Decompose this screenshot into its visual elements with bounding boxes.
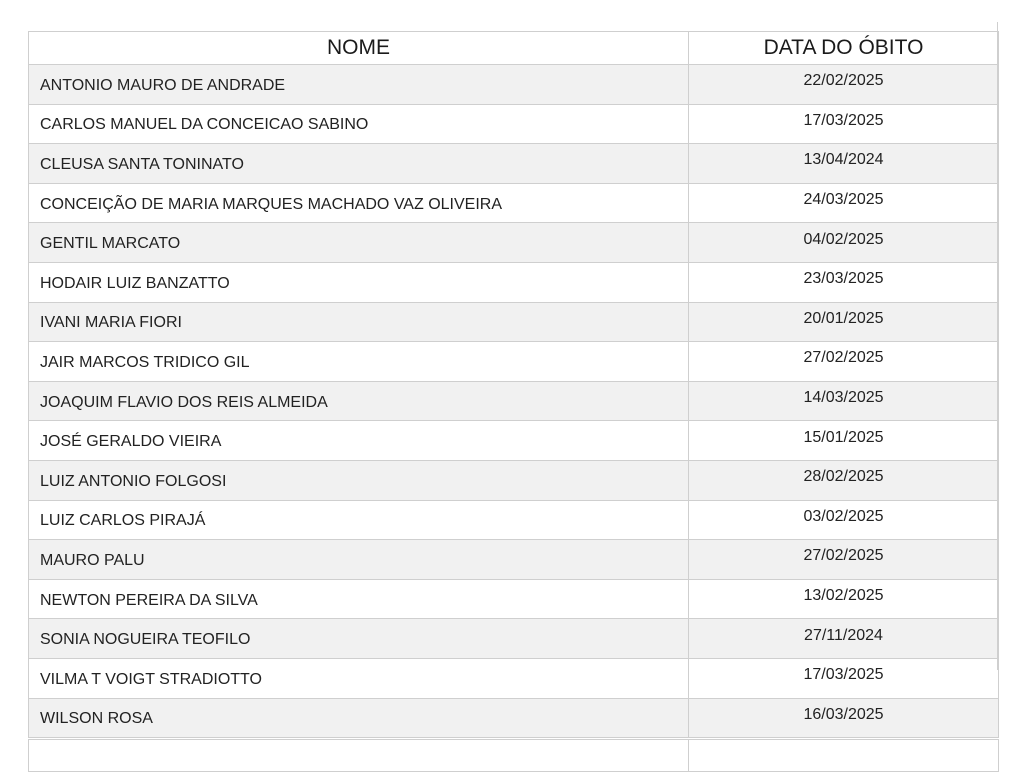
cell-date: 24/03/2025 [689,183,999,223]
cell-date: 27/11/2024 [689,619,999,659]
cell-name: LUIZ ANTONIO FOLGOSI [29,460,689,500]
table-row [29,223,999,263]
cell-name: HODAIR LUIZ BANZATTO [29,262,689,302]
table-row [29,421,999,461]
cell-date: 23/03/2025 [689,262,999,302]
table-row [29,540,999,580]
cell-name: VILMA T VOIGT STRADIOTTO [29,658,689,698]
cell-date: 27/02/2025 [689,540,999,580]
table-row [29,104,999,144]
sheet-right-border [997,22,998,670]
cell-name: CLEUSA SANTA TONINATO [29,144,689,184]
cell-date: 17/03/2025 [689,658,999,698]
cell-name: JOAQUIM FLAVIO DOS REIS ALMEIDA [29,381,689,421]
table-row [29,183,999,223]
cell-name: JOSÉ GERALDO VIEIRA [29,421,689,461]
cell-name: JAIR MARCOS TRIDICO GIL [29,342,689,382]
cell-name: IVANI MARIA FIORI [29,302,689,342]
cell-name: SONIA NOGUEIRA TEOFILO [29,619,689,659]
cell-date: 13/02/2025 [689,579,999,619]
cell-date: 04/02/2025 [689,223,999,263]
cell-name: MAURO PALU [29,540,689,580]
cell-date: 14/03/2025 [689,381,999,421]
table-row [29,65,999,105]
header-date: DATA DO ÓBITO [689,32,999,65]
cell-date: 03/02/2025 [689,500,999,540]
table-row [29,698,999,739]
cell-name: GENTIL MARCATO [29,223,689,263]
table-row [29,619,999,659]
cell-date: 15/01/2025 [689,421,999,461]
table-row [29,342,999,382]
cell-date: 22/02/2025 [689,65,999,105]
obituary-table [28,31,999,772]
empty-cell-date [689,739,999,772]
table-row [29,262,999,302]
cell-name: LUIZ CARLOS PIRAJÁ [29,500,689,540]
table-row [29,144,999,184]
obituary-sheet [28,31,998,772]
cell-date: 28/02/2025 [689,460,999,500]
empty-cell-name [29,739,689,772]
header-name: NOME [29,32,689,65]
cell-name: WILSON ROSA [29,698,689,739]
empty-row [29,739,999,772]
table-row [29,460,999,500]
cell-date: 20/01/2025 [689,302,999,342]
cell-name: ANTONIO MAURO DE ANDRADE [29,65,689,105]
cell-name: CARLOS MANUEL DA CONCEICAO SABINO [29,104,689,144]
cell-date: 17/03/2025 [689,104,999,144]
cell-name: CONCEIÇÃO DE MARIA MARQUES MACHADO VAZ OLIVEIRA [29,183,689,223]
cell-date: 27/02/2025 [689,342,999,382]
cell-date: 13/04/2024 [689,144,999,184]
table-row [29,381,999,421]
table-row [29,302,999,342]
table-row [29,579,999,619]
cell-date: 16/03/2025 [689,698,999,739]
cell-name: NEWTON PEREIRA DA SILVA [29,579,689,619]
table-row [29,658,999,698]
table-row [29,500,999,540]
header-row [29,32,999,65]
